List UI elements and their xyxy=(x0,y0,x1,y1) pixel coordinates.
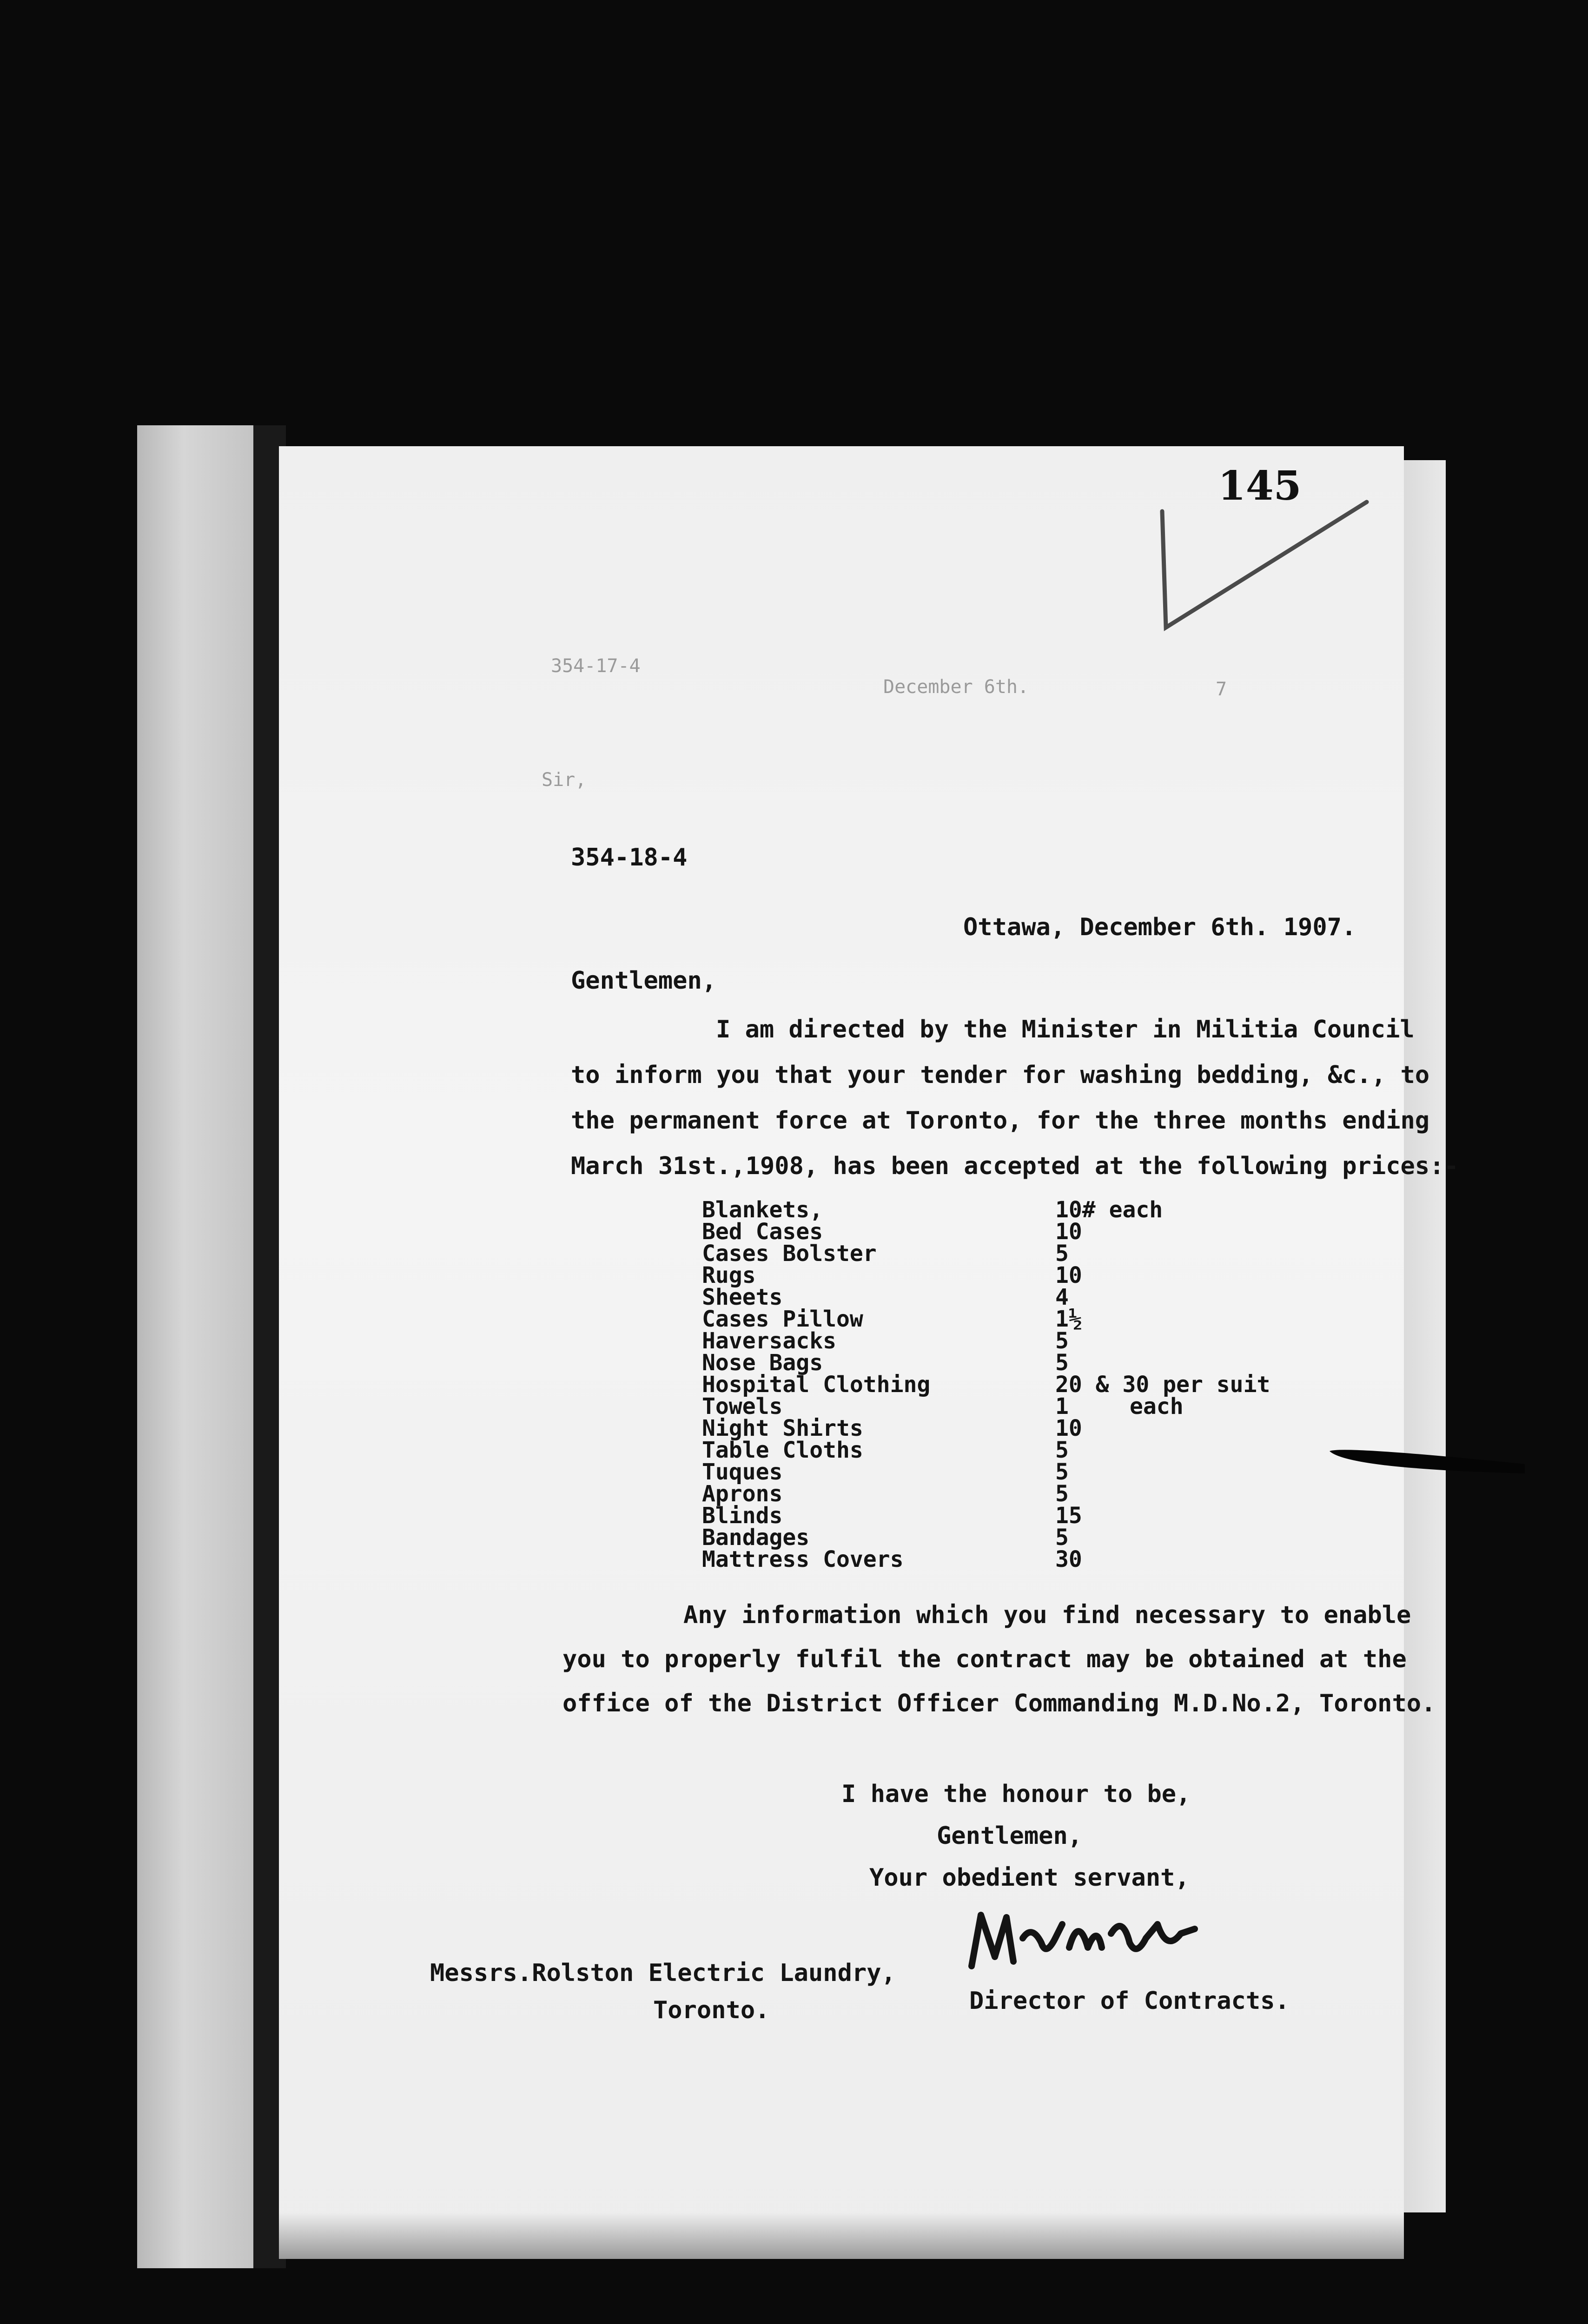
price-value: 5 xyxy=(1055,1350,1069,1376)
price-value: 1½ xyxy=(1055,1306,1082,1332)
signer-title: Director of Contracts. xyxy=(969,1987,1290,2015)
price-item: Aprons xyxy=(702,1481,783,1507)
price-item: Mattress Covers xyxy=(702,1546,904,1572)
body-line-2: to inform you that your tender for washing bedding, &c., to xyxy=(571,1061,1430,1089)
handwritten-signature xyxy=(962,1896,1204,1980)
price-item: Blinds xyxy=(702,1503,783,1529)
faint-sir: Sir, xyxy=(542,769,587,791)
price-item: Haversacks xyxy=(702,1328,836,1354)
price-value: 10 xyxy=(1055,1262,1082,1288)
reference-number: 354-18-4 xyxy=(571,844,688,872)
page-number: 145 xyxy=(1218,462,1302,509)
price-item: Bandages xyxy=(702,1525,810,1551)
price-item: Tuques xyxy=(702,1459,783,1485)
addressee-line-2: Toronto. xyxy=(653,1996,770,2024)
price-value: 10# each xyxy=(1055,1197,1163,1223)
price-value: 5 xyxy=(1055,1328,1069,1354)
price-item: Bed Cases xyxy=(702,1219,823,1245)
price-item: Sheets xyxy=(702,1284,783,1310)
closing-line-1: Any information which you find necessary to enable xyxy=(683,1601,1411,1629)
salutation: Gentlemen, xyxy=(571,967,717,995)
price-value: 4 xyxy=(1055,1284,1069,1310)
price-item: Nose Bags xyxy=(702,1350,823,1376)
faint-num: 7 xyxy=(1216,679,1227,700)
price-value: 30 xyxy=(1055,1546,1082,1572)
dateline: Ottawa, December 6th. 1907. xyxy=(963,913,1356,941)
price-item: Table Cloths xyxy=(702,1437,863,1463)
price-item: Blankets, xyxy=(702,1197,823,1223)
body-line-4: March 31st.,1908, has been accepted at the following prices:- xyxy=(571,1152,1459,1180)
pen-icon xyxy=(1330,1446,1525,1473)
price-value: 5 xyxy=(1055,1525,1069,1551)
price-item: Rugs xyxy=(702,1262,756,1288)
body-line-1: I am directed by the Minister in Militia Council xyxy=(716,1016,1415,1043)
price-value: 1 xyxy=(1055,1393,1069,1419)
closing-line-3: office of the District Officer Commanding M.D.No.2, Toronto. xyxy=(562,1690,1436,1717)
price-note: each xyxy=(1130,1393,1184,1419)
price-value: 5 xyxy=(1055,1459,1069,1485)
price-value: 5 xyxy=(1055,1241,1069,1267)
valediction-3: Your obedient servant, xyxy=(869,1864,1190,1892)
faint-date: December 6th. xyxy=(883,676,1029,698)
valediction-1: I have the honour to be, xyxy=(841,1780,1191,1808)
addressee-line-1: Messrs.Rolston Electric Laundry, xyxy=(430,1959,896,1987)
price-value: 20 & 30 per suit xyxy=(1055,1372,1270,1398)
valediction-2: Gentlemen, xyxy=(937,1822,1083,1850)
faint-ref: 354-17-4 xyxy=(551,655,641,677)
price-item: Cases Pillow xyxy=(702,1306,863,1332)
check-mark-icon xyxy=(1153,493,1376,637)
price-item: Towels xyxy=(702,1393,783,1419)
price-value: 5 xyxy=(1055,1437,1069,1463)
price-value: 10 xyxy=(1055,1415,1082,1441)
price-value: 5 xyxy=(1055,1481,1069,1507)
body-line-3: the permanent force at Toronto, for the three months ending xyxy=(571,1107,1430,1135)
closing-line-2: you to properly fulfil the contract may be obtained at the xyxy=(562,1645,1407,1673)
price-item: Cases Bolster xyxy=(702,1241,877,1267)
price-item: Hospital Clothing xyxy=(702,1372,931,1398)
page-bottom-shadow xyxy=(279,2212,1404,2259)
left-page-strip xyxy=(137,425,253,2268)
price-value: 10 xyxy=(1055,1219,1082,1245)
price-value: 15 xyxy=(1055,1503,1082,1529)
price-item: Night Shirts xyxy=(702,1415,863,1441)
